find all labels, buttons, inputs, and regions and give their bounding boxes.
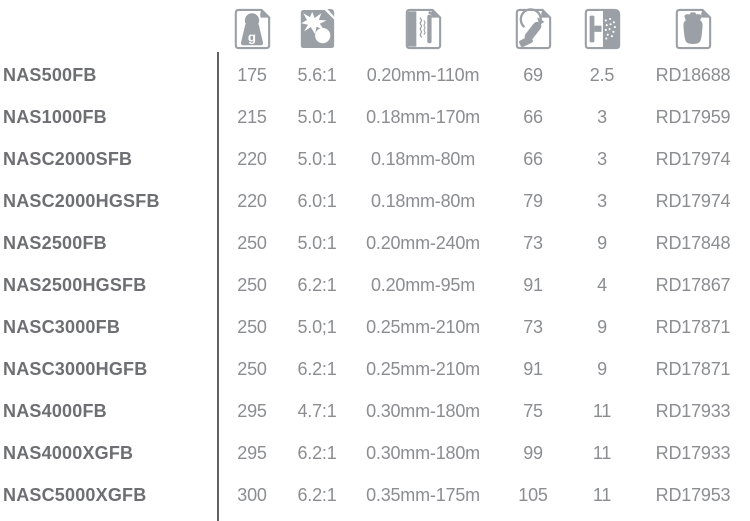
table-row bbox=[0, 264, 750, 306]
line-capacity-value: 0.20mm-95m bbox=[370, 274, 476, 295]
table-row bbox=[0, 54, 750, 96]
table-row bbox=[0, 348, 750, 390]
model-name: NASC2000SFB bbox=[3, 148, 133, 169]
model-name: NAS2500HGSFB bbox=[3, 274, 147, 295]
weight-value: 250 bbox=[237, 358, 267, 379]
gear-ratio-value: 6.2:1 bbox=[297, 442, 337, 463]
table-row bbox=[0, 138, 750, 180]
gear-ratio-value: 4.7:1 bbox=[297, 400, 337, 421]
gear-ratio-value: 5.0;1 bbox=[297, 316, 337, 337]
line-retrieve-value: 73 bbox=[523, 316, 543, 337]
spare-spool-icon bbox=[636, 3, 750, 51]
table-row bbox=[0, 474, 750, 516]
line-retrieve-value: 91 bbox=[523, 274, 543, 295]
line-capacity-value: 0.25mm-210m bbox=[366, 316, 480, 337]
max-drag-value: 2.5 bbox=[589, 64, 615, 85]
line-capacity-value: 0.35mm-175m bbox=[366, 484, 480, 505]
spool-code-value: RD17848 bbox=[655, 232, 731, 253]
model-name: NAS1000FB bbox=[3, 106, 107, 127]
svg-text:g: g bbox=[247, 29, 257, 45]
line-retrieve-value: 91 bbox=[523, 358, 543, 379]
weight-value: 250 bbox=[237, 316, 267, 337]
model-name: NASC2000HGSFB bbox=[3, 190, 160, 211]
spool-code-value: RD17871 bbox=[655, 316, 731, 337]
model-name: NAS4000FB bbox=[3, 400, 107, 421]
weight-value: 295 bbox=[237, 442, 267, 463]
model-name: NAS500FB bbox=[3, 64, 97, 85]
weight-value: 250 bbox=[237, 232, 267, 253]
line-retrieve-value: 75 bbox=[523, 400, 543, 421]
weight-value: 220 bbox=[237, 148, 267, 169]
model-name: NASC3000HGFB bbox=[3, 358, 148, 379]
gear-ratio-value: 5.6:1 bbox=[297, 64, 337, 85]
max-drag-value: 3 bbox=[597, 148, 607, 169]
table-row bbox=[0, 180, 750, 222]
gear-ratio-value: 5.0:1 bbox=[297, 106, 337, 127]
max-drag-value: 9 bbox=[597, 232, 607, 253]
column-divider bbox=[217, 52, 219, 521]
line-capacity-value: 0.20mm-110m bbox=[366, 64, 480, 85]
line-capacity-icon bbox=[348, 3, 498, 51]
line-capacity-value: 0.30mm-180m bbox=[366, 442, 480, 463]
max-drag-value: 9 bbox=[597, 316, 607, 337]
spool-code-value: RD18688 bbox=[655, 64, 731, 85]
weight-value: 220 bbox=[237, 190, 267, 211]
max-drag-value: 9 bbox=[597, 358, 607, 379]
line-retrieve-value: 66 bbox=[523, 148, 543, 169]
model-name: NASC3000FB bbox=[3, 316, 121, 337]
table-row bbox=[0, 390, 750, 432]
max-drag-value: 4 bbox=[597, 274, 607, 295]
max-drag-value: 3 bbox=[597, 190, 607, 211]
spool-code-value: RD17933 bbox=[655, 400, 731, 421]
spool-code-value: RD17953 bbox=[655, 484, 731, 505]
line-capacity-value: 0.30mm-180m bbox=[366, 400, 480, 421]
weight-value: 175 bbox=[237, 64, 267, 85]
spool-code-value: RD17933 bbox=[655, 442, 731, 463]
line-retrieve-value: 99 bbox=[523, 442, 543, 463]
max-drag-value: 11 bbox=[592, 484, 612, 505]
spool-code-value: RD17974 bbox=[655, 148, 731, 169]
model-name: NAS2500FB bbox=[3, 232, 107, 253]
line-capacity-value: 0.25mm-210m bbox=[366, 358, 480, 379]
spool-code-value: RD17974 bbox=[655, 190, 731, 211]
line-capacity-value: 0.18mm-170m bbox=[366, 106, 480, 127]
model-name: NAS4000XGFB bbox=[3, 442, 134, 463]
max-drag-value: 11 bbox=[592, 442, 612, 463]
table-row bbox=[0, 306, 750, 348]
line-retrieve-value: 73 bbox=[523, 232, 543, 253]
table-row bbox=[0, 432, 750, 474]
gear-ratio-value: 6.2:1 bbox=[297, 484, 337, 505]
line-retrieve-value: 105 bbox=[518, 484, 548, 505]
max-drag-value: 3 bbox=[597, 106, 607, 127]
gear-ratio-value: 5.0:1 bbox=[297, 148, 337, 169]
line-retrieve-value: 66 bbox=[523, 106, 543, 127]
line-capacity-value: 0.18mm-80m bbox=[370, 148, 476, 169]
line-retrieve-value: 79 bbox=[523, 190, 543, 211]
line-retrieve-icon bbox=[498, 3, 568, 51]
gear-ratio-value: 5.0:1 bbox=[297, 232, 337, 253]
spec-table-header bbox=[0, 0, 750, 54]
weight-value: 295 bbox=[237, 400, 267, 421]
spool-code-value: RD17871 bbox=[655, 358, 731, 379]
weight-gram-icon bbox=[218, 3, 286, 51]
max-drag-icon bbox=[568, 3, 636, 51]
line-capacity-value: 0.20mm-240m bbox=[366, 232, 480, 253]
gear-ratio-value: 6.2:1 bbox=[297, 274, 337, 295]
weight-value: 215 bbox=[237, 106, 267, 127]
max-drag-value: 11 bbox=[592, 400, 612, 421]
weight-value: 250 bbox=[237, 274, 267, 295]
table-row bbox=[0, 96, 750, 138]
gear-ratio-value: 6.0:1 bbox=[297, 190, 337, 211]
gear-ratio-value: 6.2:1 bbox=[297, 358, 337, 379]
spec-table-body bbox=[0, 54, 750, 516]
model-name: NASC5000XGFB bbox=[3, 484, 147, 505]
spool-code-value: RD17959 bbox=[655, 106, 731, 127]
line-retrieve-value: 69 bbox=[523, 64, 543, 85]
line-capacity-value: 0.18mm-80m bbox=[370, 190, 476, 211]
gear-ratio-icon bbox=[286, 3, 348, 51]
weight-value: 300 bbox=[237, 484, 267, 505]
table-row bbox=[0, 222, 750, 264]
spool-code-value: RD17867 bbox=[655, 274, 731, 295]
